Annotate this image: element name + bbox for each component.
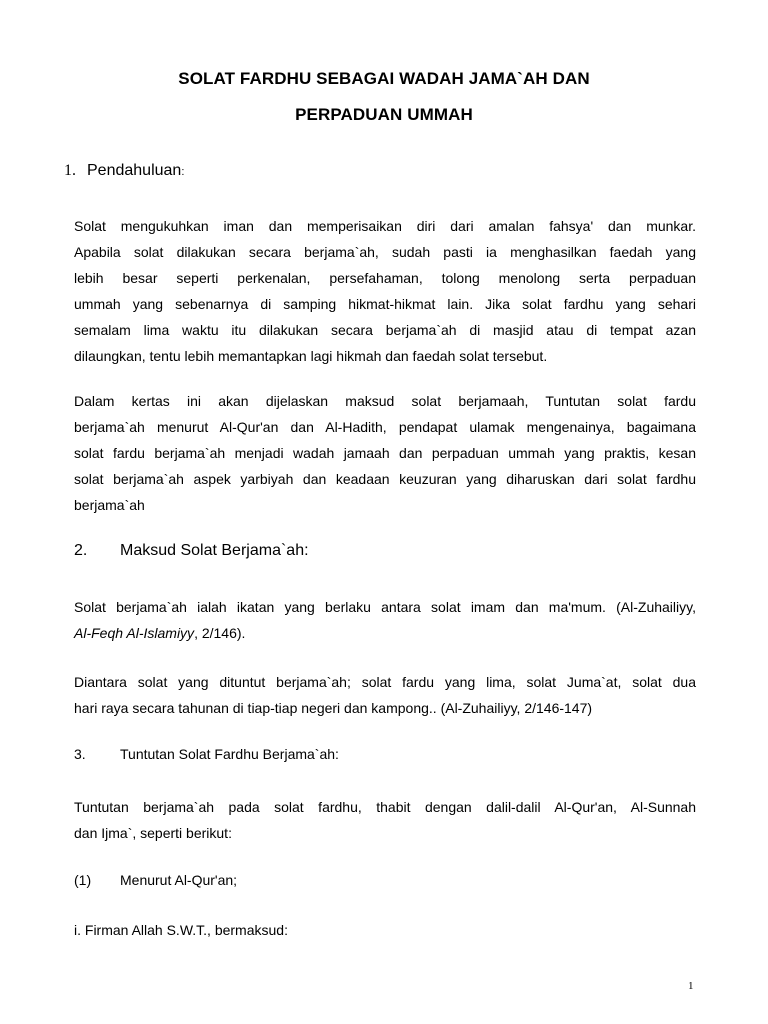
paragraph-line: Tuntutan berjama`ah pada solat fardhu, thabit dengan dalil-dalil Al-Qur'an, Al-Sunnah — [74, 799, 696, 815]
paragraph-line: ummah yang sebenarnya di samping hikmat-hikmat lain. Jika solat fardhu yang sehari — [74, 296, 696, 312]
section-3-number: 3. — [74, 746, 86, 762]
paragraph-line: Solat mengukuhkan iman dan memperisaikan diri dari amalan fahsya' dan munkar. — [74, 218, 696, 234]
document-title-line-1: SOLAT FARDHU SEBAGAI WADAH JAMA`AH DAN — [178, 69, 590, 88]
paragraph-line: solat fardu berjama`ah menjadi wadah jamaah dan perpaduan ummah yang praktis, kesan — [74, 445, 696, 461]
sub-item-firman: i. Firman Allah S.W.T., bermaksud: — [74, 922, 288, 938]
section-2-title: Maksud Solat Berjama`ah: — [120, 542, 309, 559]
paragraph-line: Dalam kertas ini akan dijelaskan maksud solat berjamaah, Tuntutan solat fardu — [74, 393, 696, 409]
book-title-italic: Al-Feqh Al-Islamiyy — [74, 625, 195, 641]
section-3-heading — [74, 746, 339, 762]
paragraph-line: hari raya secara tahunan di tiap-tiap negeri dan kampong.. (Al-Zuhailiyy, 2/146-147) — [74, 700, 593, 716]
section-1-title: Pendahuluan — [87, 162, 182, 179]
paragraph-line: dilaungkan, tentu lebih memantapkan lagi hikmah dan faedah solat tersebut. — [74, 348, 548, 364]
list-item-quran — [74, 872, 237, 888]
paragraph-line: semalam lima waktu itu dilakukan secara berjama`ah di masjid atau di tempat azan — [74, 322, 696, 338]
paragraph-line: solat berjama`ah aspek yarbiyah dan keadaan keuzuran yang diharuskan dari solat fardhu — [74, 471, 696, 487]
paragraph-line: berjama`ah — [74, 497, 145, 513]
paragraph-line: Apabila solat dilakukan secara berjama`ah, sudah pasti ia menghasilkan faedah yang — [74, 244, 696, 260]
page-number: 1 — [688, 980, 694, 992]
section-2-heading — [74, 542, 309, 560]
paragraph-line: berjama`ah menurut Al-Qur'an dan Al-Hadith, pendapat ulamak mengenainya, bagaimana — [74, 419, 696, 435]
paragraph-line — [74, 620, 696, 646]
section-1-paragraph-1 — [74, 213, 696, 369]
citation-suffix: , 2/146). — [194, 625, 246, 641]
section-2-paragraph-1 — [74, 594, 696, 646]
section-3-paragraph-1 — [74, 794, 696, 846]
paragraph-line: dan Ijma`, seperti berikut: — [74, 825, 232, 841]
paragraph-line: Diantara solat yang dituntut berjama`ah; solat fardu yang lima, solat Juma`at, solat dua — [74, 674, 696, 690]
section-2-number: 2. — [74, 542, 88, 559]
section-1-number: 1. — [64, 162, 76, 179]
document-title-line-2: PERPADUAN UMMAH — [295, 105, 473, 124]
section-1-paragraph-2 — [74, 388, 696, 518]
paragraph-line: Solat berjama`ah ialah ikatan yang berlaku antara solat imam dan ma'mum. (Al-Zuhailiyy, — [74, 599, 696, 615]
section-3-title: Tuntutan Solat Fardhu Berjama`ah: — [120, 746, 339, 762]
section-1-heading — [64, 162, 184, 180]
section-2-paragraph-2 — [74, 669, 696, 721]
paragraph-line: lebih besar seperti perkenalan, persefahaman, tolong menolong serta perpaduan — [74, 270, 696, 286]
list-item-number: (1) — [74, 872, 92, 888]
list-item-label: Menurut Al-Qur'an; — [120, 872, 238, 888]
section-1-colon: : — [181, 166, 185, 178]
